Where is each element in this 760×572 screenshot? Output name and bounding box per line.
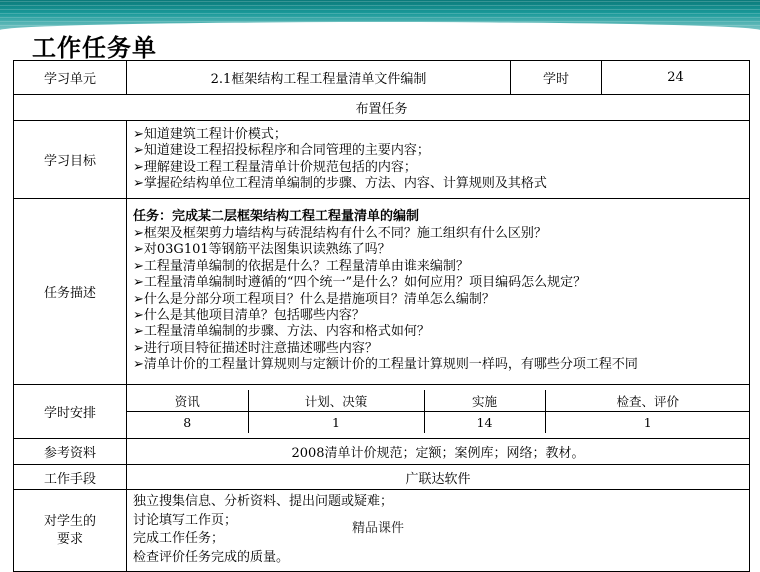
tools-row (14, 465, 750, 490)
references-label: 参考资料 (14, 439, 127, 465)
schedule-table (127, 390, 750, 433)
requirements-label-line: 对学生的 (43, 513, 96, 529)
requirements-list (127, 490, 750, 572)
task-label: 任务描述 (14, 199, 127, 385)
schedule-value: 1 (545, 412, 750, 434)
schedule-header: 实施 (424, 390, 545, 412)
task-item: ➢清单计价的工程量计算规则与定额计价的工程量计算规则一样吗，有哪些分项工程不同 (133, 357, 638, 373)
references-row (14, 439, 750, 465)
objectives-row (14, 121, 750, 199)
requirements-label (14, 490, 127, 572)
schedule-header: 检查、评价 (545, 390, 750, 412)
task-item: ➢什么是其他项目清单？包括哪些内容？ (133, 307, 365, 323)
requirement-item: 讨论填写工作页； (133, 512, 238, 528)
requirements-label-line: 要求 (56, 531, 83, 547)
objective-item: ➢掌握砼结构单位工程清单编制的步骤、方法、内容、计算规则及其格式 (133, 175, 547, 191)
hours-value: 24 (602, 61, 750, 95)
page-title: 工作任务单 (32, 34, 157, 62)
requirement-item: 检查评价任务完成的质量。 (133, 549, 290, 565)
tools-value: 广联达软件 (127, 465, 750, 490)
schedule-value: 14 (424, 412, 545, 434)
assign-header: 布置任务 (14, 95, 750, 121)
objective-item: ➢理解建设工程工程量清单计价规范包括的内容； (133, 159, 417, 175)
task-item: ➢工程量清单编制时遵循的“四个统一”是什么？如何应用？项目编码怎么规定？ (133, 275, 587, 291)
assign-row (14, 95, 750, 121)
watermark-text: 精品课件 (352, 521, 405, 536)
task-list (127, 199, 750, 385)
requirement-item: 完成工作任务； (133, 531, 225, 546)
unit-label: 学习单元 (14, 61, 127, 95)
task-item: ➢什么是分部分项工程项目？什么是措施项目？清单怎么编制？ (133, 291, 495, 307)
schedule-value: 1 (248, 412, 424, 434)
requirement-item: 独立搜集信息、分析资料、提出问题或疑难； (133, 494, 394, 509)
schedule-cell (127, 385, 750, 439)
schedule-value: 8 (127, 412, 248, 434)
task-row (14, 199, 750, 385)
schedule-header: 计划、决策 (248, 390, 424, 412)
objectives-list (127, 121, 750, 199)
requirements-row (14, 490, 750, 572)
unit-row (14, 61, 750, 95)
task-item: ➢工程量清单编制的依据是什么？工程量清单由谁来编制？ (133, 258, 469, 274)
tools-label: 工作手段 (14, 465, 127, 490)
schedule-header: 资讯 (127, 390, 248, 412)
unit-value: 2.1框架结构工程工程量清单文件编制 (127, 61, 511, 95)
task-item: ➢对03G101等钢筋平法图集识读熟练了吗？ (133, 242, 391, 258)
hours-label: 学时 (511, 61, 602, 95)
task-item: ➢工程量清单编制的步骤、方法、内容和格式如何？ (133, 324, 430, 340)
task-item: ➢进行项目特征描述时注意描述哪些内容？ (133, 340, 378, 356)
top-decorative-band (0, 0, 760, 30)
schedule-value-row (127, 412, 750, 434)
schedule-header-row (127, 390, 750, 412)
references-value: 2008清单计价规范；定额；案例库；网络；教材。 (127, 439, 750, 465)
objectives-label: 学习目标 (14, 121, 127, 199)
objective-item: ➢知道建筑工程计价模式； (133, 126, 287, 142)
schedule-label: 学时安排 (14, 385, 127, 439)
task-heading: 任务：完成某二层框架结构工程工程量清单的编制 (133, 209, 420, 225)
objective-item: ➢知道建设工程招投标程序和合同管理的主要内容； (133, 143, 430, 159)
task-item: ➢框架及框架剪力墙结构与砖混结构有什么不同？施工组织有什么区别？ (133, 225, 547, 241)
schedule-row (14, 385, 750, 439)
task-sheet-table (13, 60, 750, 572)
